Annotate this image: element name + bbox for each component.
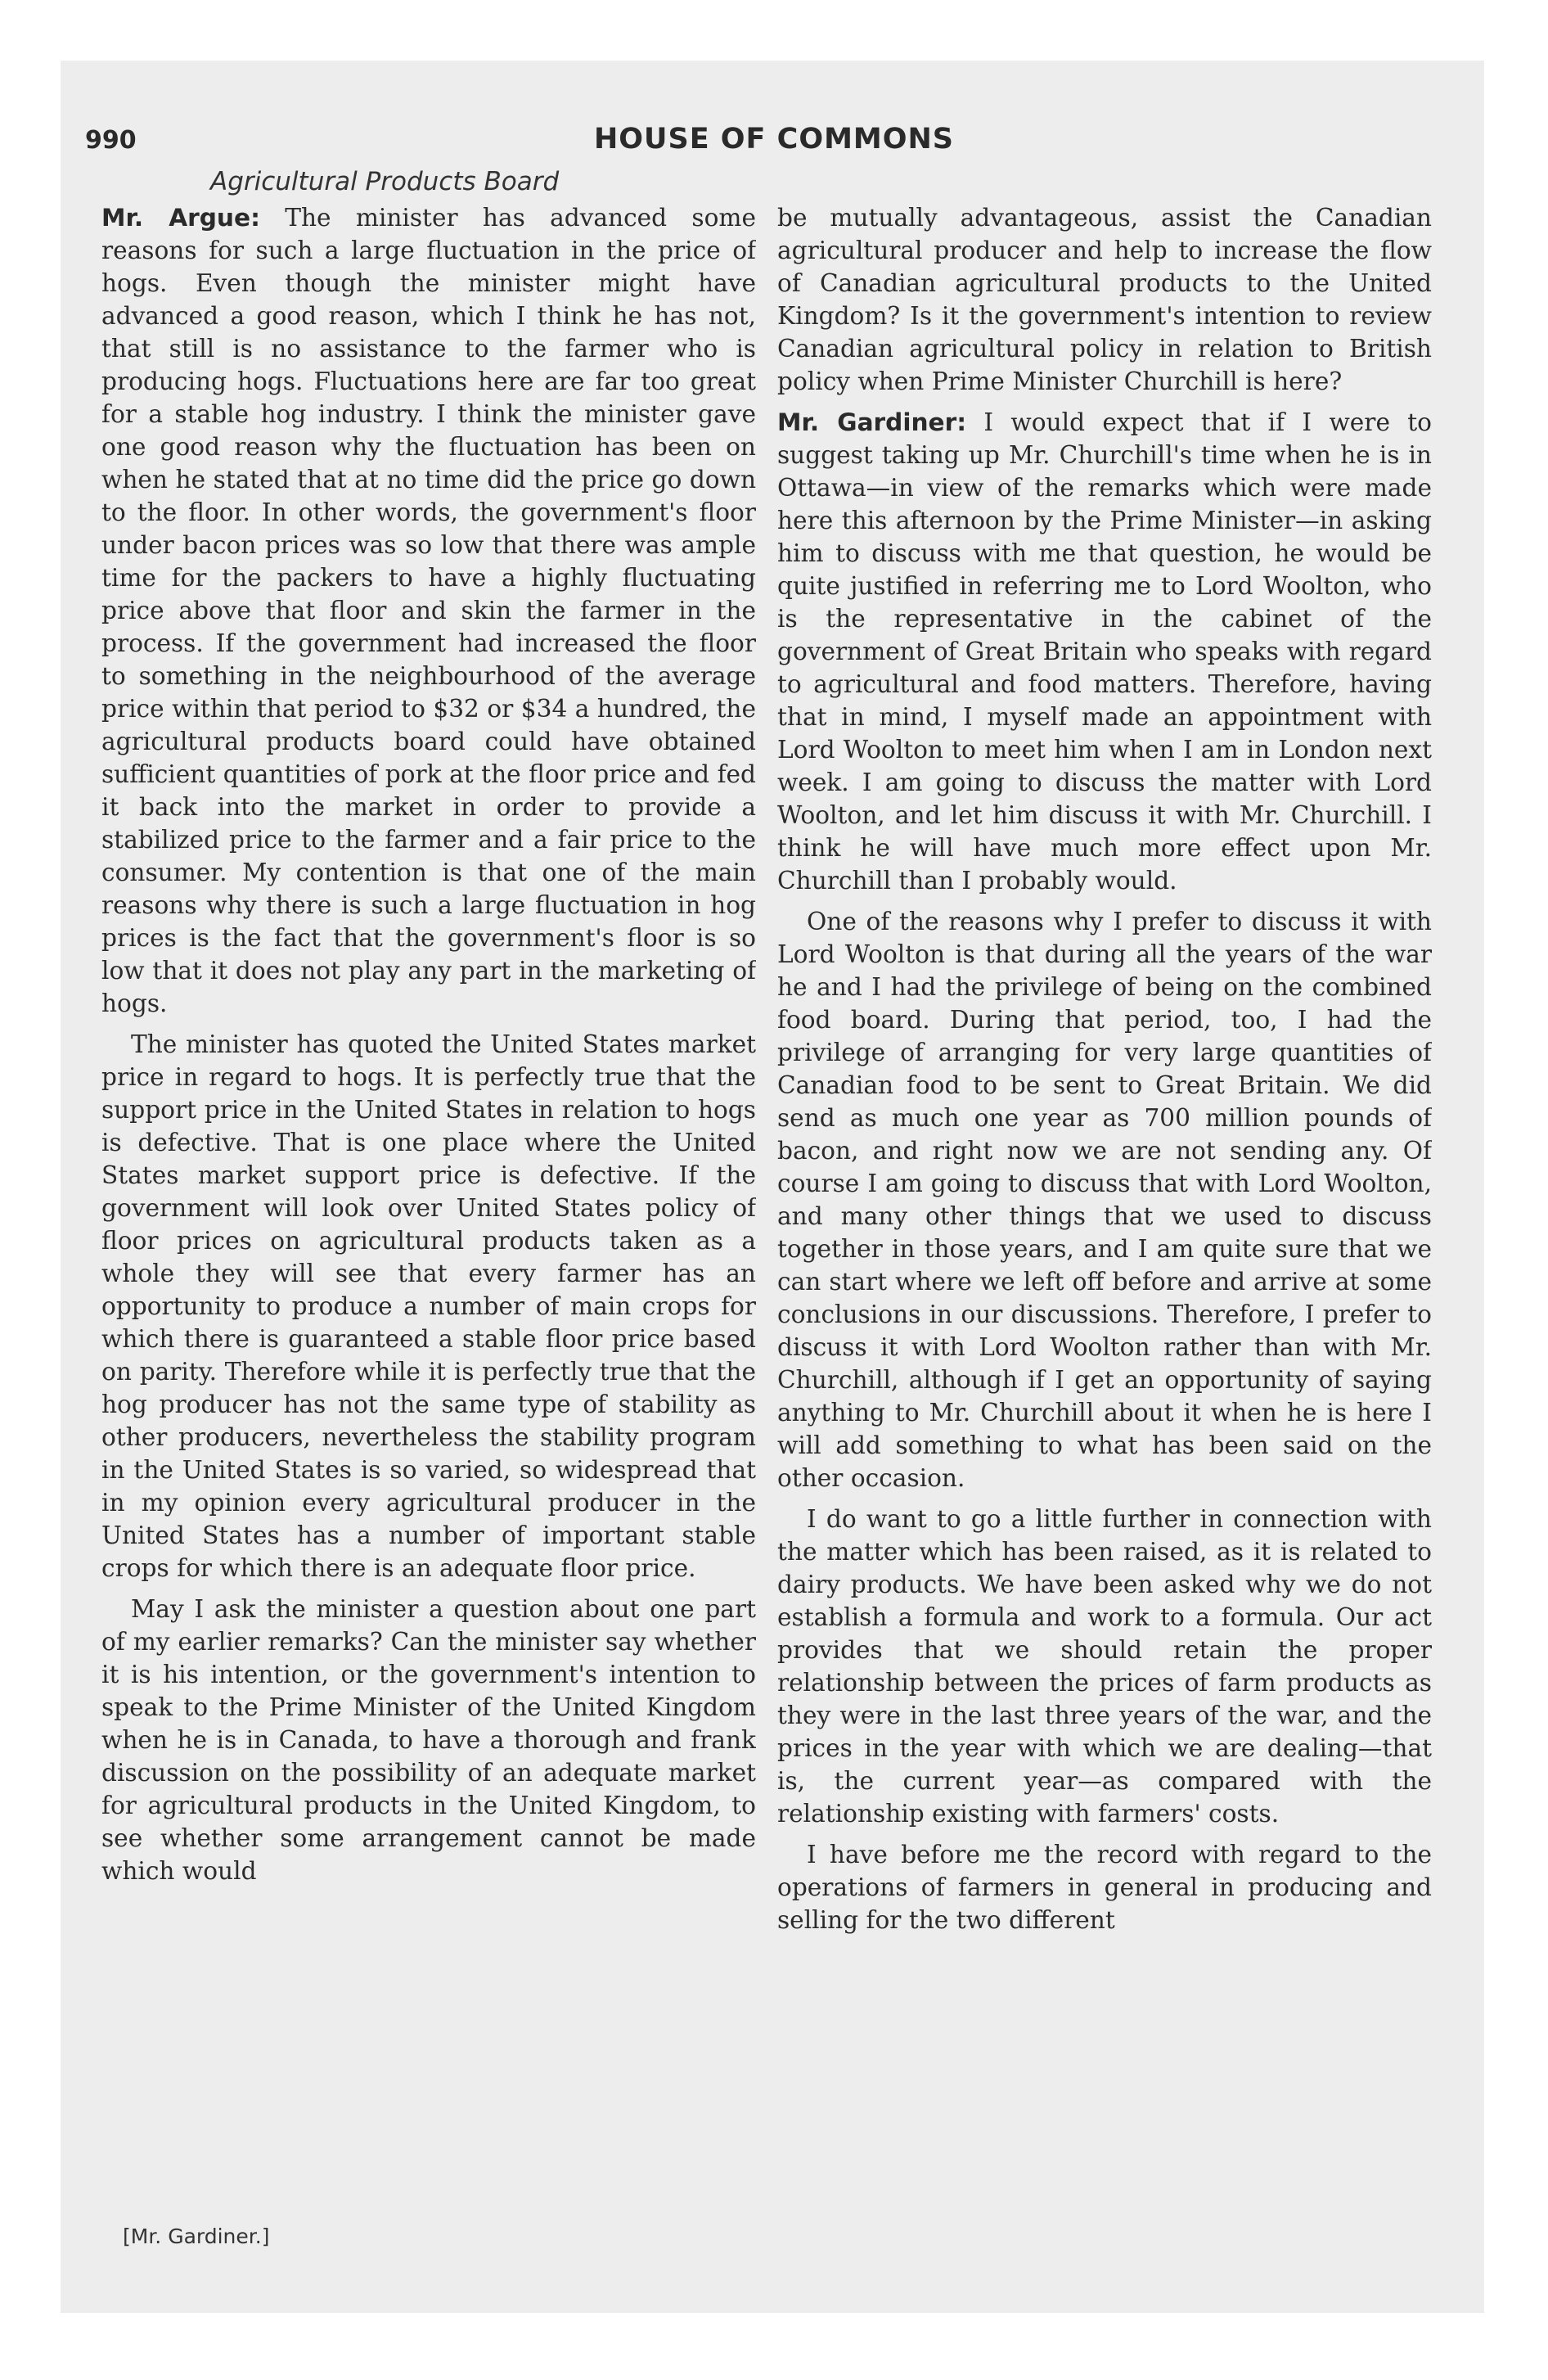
right-column — [777, 201, 1432, 2198]
paragraph: May I ask the minister a question about one part of my earlier remarks? Can the minister say whether it is his intention, or the government's intention to speak to the Prime Minister of the United Kingdom when he is in Canada, to have a thorough and frank discussion on the possibility of an adequate market for agricultural products in the United Kingdom, to see whether some arrangement cannot be made which would — [101, 1595, 756, 1885]
paragraph: The minister has quoted the United States market price in regard to hogs. It is perfectly true that the support price in the United States in relation to hogs is defective. That is one place where the United States market support price is defective. If the government will look over United States policy of floor prices on agricultural products taken as a whole they will see that every farmer has an opportunity to produce a number of main crops for which there is guaranteed a stable floor price based on parity. Therefore while it is perfectly true that the hog producer has not the same type of stability as other producers, nevertheless the stability program in the United States is so varied, so widespread that in my opinion every agricultural producer in the United States has a number of important stable crops for which there is an adequate floor price. — [101, 1030, 756, 1582]
paragraph-text: I would expect that if I were to suggest taking up Mr. Churchill's time when he is in Ottawa—in view of the remarks which were made here this afternoon by the Prime Minister—in asking him to discuss with me that question, he would be quite justified in referring me to Lord Woolton, who is the representative in the cabinet of the government of Great Britain who speaks with regard to agricultural and food matters. Therefore, having that in mind, I myself made an appointment with Lord Woolton to meet him when I am in London next week. I am going to discuss the matter with Lord Woolton, and let him discuss it with Mr. Churchill. I think he will have much more effect upon Mr. Churchill than I probably would. — [777, 408, 1432, 895]
left-column — [101, 201, 756, 2198]
speaker-name: Mr. Argue: — [101, 204, 260, 232]
speaker-name: Mr. Gardiner: — [777, 408, 967, 436]
paragraph: I do want to go a little further in connection with the matter which has been raised, as it is related to dairy products. We have been asked why we do not establish a formula and work to a formula. Our act provides that we should retain the proper relationship between the prices of farm products as they were in the last three years of the war, and the prices in the year with which we are dealing—that is, the current year—as compared with the relationship existing with farmers' costs. — [777, 1505, 1432, 1828]
paragraph — [101, 201, 756, 1020]
running-title: HOUSE OF COMMONS — [594, 123, 954, 156]
paragraph — [777, 406, 1432, 897]
paragraph-text: The minister has advanced some reasons for such a large fluctuation in the price of hogs. Even though the minister might have advanced a good reason, which I think he has not, that still is no assistance to the farmer who is producing hogs. Fluctuations here are far too great for a stable hog industry. I think the minister gave one good reason why the fluctuation has been on when he stated that at no time did the price go down to the floor. In other words, the government's floor under bacon prices was so low that there was ample time for the packers to have a highly fluctuating price above that floor and skin the farmer in the process. If the government had increased the floor to something in the neighbourhood of the average price within that period to $32 or $34 a hundred, the agricultural products board could have obtained sufficient quantities of pork at the floor price and fed it back into the market in order to provide a stabilized price to the farmer and a fair price to the consumer. My contention is that one of the main reasons why there is such a large fluctuation in hog prices is the fact that the government's floor is so low that it does not play any part in the marketing of hogs. — [101, 204, 756, 1017]
paragraph: One of the reasons why I prefer to discuss it with Lord Woolton is that during all the years of the war he and I had the privilege of being on the combined food board. During that period, too, I had the privilege of arranging for very large quantities of Canadian food to be sent to Great Britain. We did send as much one year as 700 million pounds of bacon, and right now we are not sending any. Of course I am going to discuss that with Lord Woolton, and many other things that we used to discuss together in those years, and I am quite sure that we can start where we left off before and arrive at some conclusions in our discussions. Therefore, I prefer to discuss it with Lord Woolton rather than with Mr. Churchill, although if I get an opportunity of saying anything to Mr. Churchill about it when he is here I will add something to what has been said on the other occasion. — [777, 908, 1432, 1492]
paragraph: be mutually advantageous, assist the Canadian agricultural producer and help to increase the flow of Canadian agricultural products to the United Kingdom? Is it the government's intention to review Canadian agricultural policy in relation to British policy when Prime Minister Churchill is here? — [777, 204, 1432, 395]
speaker-footnote: [Mr. Gardiner.] — [123, 2224, 270, 2248]
subject-heading: Agricultural Products Board — [210, 167, 560, 196]
page-number: 990 — [85, 126, 137, 155]
paragraph: I have before me the record with regard to the operations of farmers in general in producing and selling for the two different — [777, 1841, 1432, 1934]
